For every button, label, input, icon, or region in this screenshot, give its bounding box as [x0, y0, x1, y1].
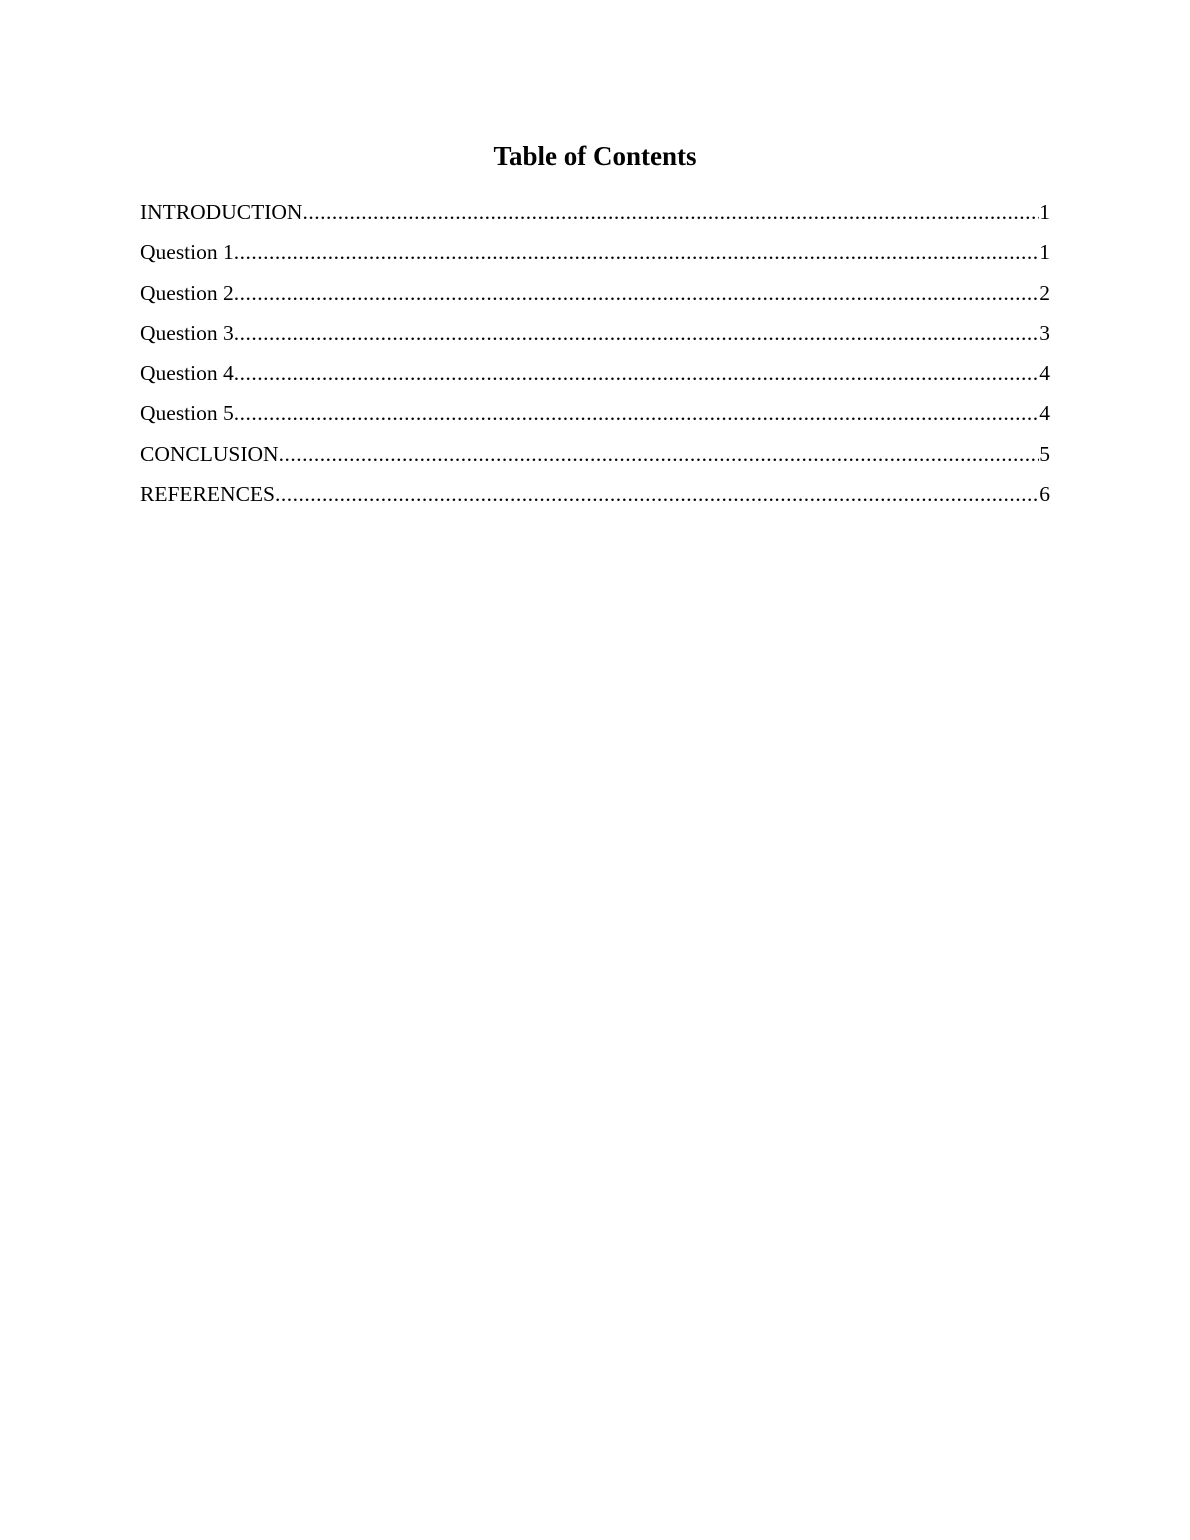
toc-page-number: 6 [1039, 482, 1050, 507]
toc-page-number: 3 [1039, 320, 1050, 345]
toc-dot-leader [234, 397, 1039, 430]
toc-page-number: 5 [1039, 441, 1050, 466]
toc-entry-question-4[interactable] [140, 357, 1050, 397]
toc-dot-leader [275, 478, 1039, 511]
toc-page-number: 1 [1039, 240, 1050, 265]
toc-entry-label: CONCLUSION [140, 441, 279, 466]
toc-entry-references[interactable] [140, 478, 1050, 518]
toc-dot-leader [234, 357, 1039, 390]
toc-entry-label: REFERENCES [140, 482, 275, 507]
toc-entry-question-2[interactable] [140, 277, 1050, 317]
toc-entry-introduction[interactable] [140, 196, 1050, 236]
toc-dot-leader [234, 317, 1039, 350]
toc-title: Table of Contents [493, 141, 697, 171]
toc-page-number: 4 [1039, 361, 1050, 386]
toc-entry-question-5[interactable] [140, 397, 1050, 437]
toc-page-number: 4 [1039, 401, 1050, 426]
toc-entry-label: INTRODUCTION [140, 200, 303, 224]
toc-entry-label: Question 1 [140, 240, 234, 265]
toc-dot-leader [234, 236, 1039, 269]
toc-entry-label: Question 2 [140, 280, 234, 305]
toc-dot-leader [302, 196, 1039, 229]
toc-entry-label: Question 4 [140, 361, 234, 386]
toc-dot-leader [234, 277, 1039, 310]
toc-page-number: 1 [1039, 200, 1050, 224]
toc-list [140, 196, 1050, 518]
toc-entry-question-1[interactable] [140, 236, 1050, 276]
toc-entry-label: Question 5 [140, 401, 234, 426]
toc-page-number: 2 [1039, 280, 1050, 305]
toc-entry-conclusion[interactable] [140, 438, 1050, 478]
toc-dot-leader [279, 438, 1040, 471]
toc-entry-label: Question 3 [140, 320, 234, 345]
toc-entry-question-3[interactable] [140, 317, 1050, 357]
